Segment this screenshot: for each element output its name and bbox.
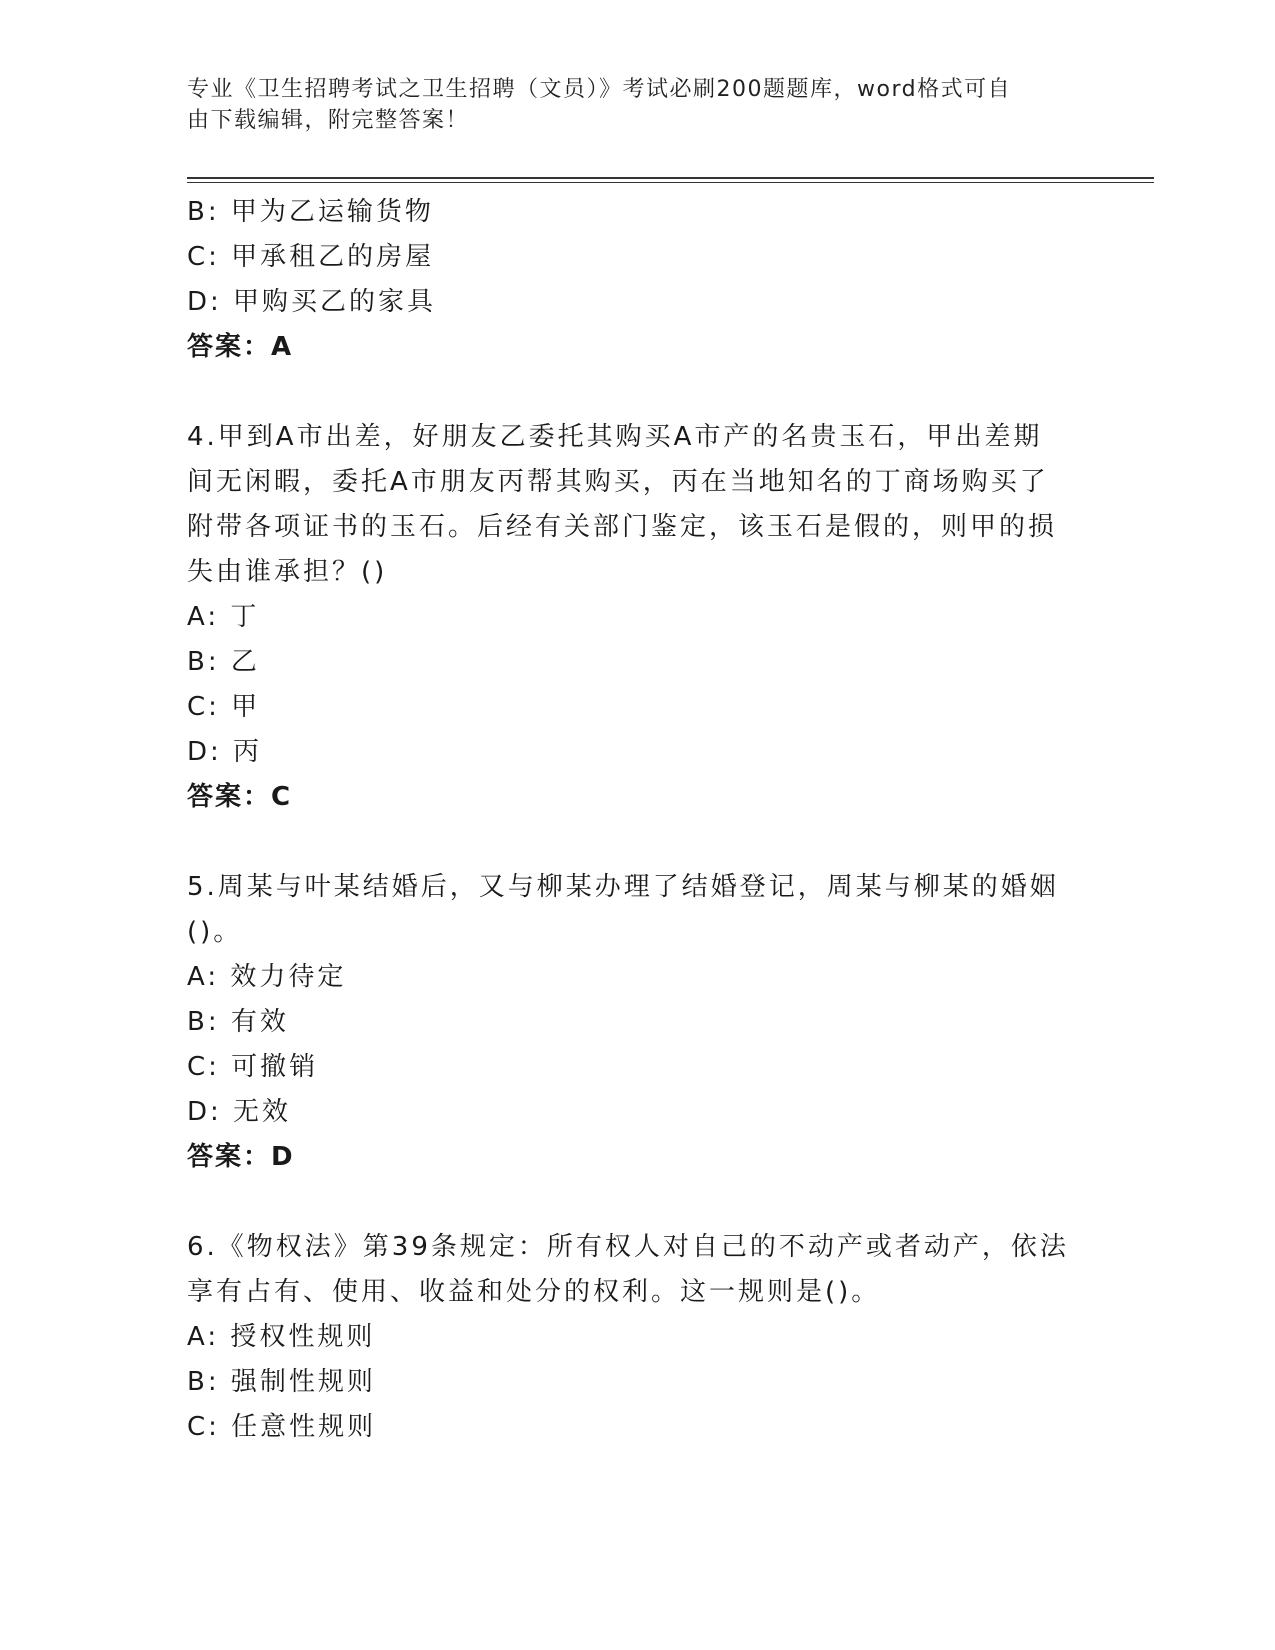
option-b: B: 乙 xyxy=(187,647,260,677)
answer: 答案：A xyxy=(187,332,294,362)
option-d: D: 甲购买乙的家具 xyxy=(187,287,437,317)
option-a: A: 丁 xyxy=(187,602,260,632)
option-c: C: 甲 xyxy=(187,692,261,722)
option-b: B: 强制性规则 xyxy=(187,1367,376,1397)
header-rule-thick xyxy=(187,177,1154,179)
option-c: C: 甲承租乙的房屋 xyxy=(187,242,435,272)
question-5 xyxy=(187,865,1087,1180)
question-list xyxy=(187,190,1087,1450)
option-a: A: 授权性规则 xyxy=(187,1322,376,1352)
question-stem: 附带各项证书的玉石。后经有关部门鉴定，该玉石是假的，则甲的损 xyxy=(187,512,1058,542)
question-stem: 失由谁承担？() xyxy=(187,557,388,587)
option-b: B: 甲为乙运输货物 xyxy=(187,197,434,227)
question-stem: 享有占有、使用、收益和处分的权利。这一规则是()。 xyxy=(187,1277,881,1307)
question-stem: 4.甲到A市出差，好朋友乙委托其购买A市产的名贵玉石，甲出差期 xyxy=(187,422,1043,452)
header-line-1: 专业《卫生招聘考试之卫生招聘（文员）》考试必刷200题题库，word格式可自 xyxy=(187,77,1012,102)
question-6 xyxy=(187,1225,1087,1450)
option-d: D: 无效 xyxy=(187,1097,292,1127)
question-4 xyxy=(187,415,1087,820)
question-stem: 间无闲暇，委托A市朋友丙帮其购买，丙在当地知名的丁商场购买了 xyxy=(187,467,1049,497)
header-rule-thin xyxy=(187,182,1154,183)
option-c: C: 可撤销 xyxy=(187,1052,319,1082)
header-line-2: 由下载编辑，附完整答案！ xyxy=(187,108,470,133)
answer: 答案：C xyxy=(187,782,293,812)
question-stem: 6.《物权法》第39条规定：所有权人对自己的不动产或者动产，依法 xyxy=(187,1232,1069,1262)
question-stem: ()。 xyxy=(187,917,243,947)
question-stem: 5.周某与叶某结婚后，又与柳某办理了结婚登记，周某与柳某的婚姻 xyxy=(187,872,1059,902)
option-b: B: 有效 xyxy=(187,1007,289,1037)
option-a: A: 效力待定 xyxy=(187,962,347,992)
document-header xyxy=(187,74,1057,136)
option-c: C: 任意性规则 xyxy=(187,1412,377,1442)
question-3-tail xyxy=(187,190,1087,370)
option-d: D: 丙 xyxy=(187,737,263,767)
answer: 答案：D xyxy=(187,1142,295,1172)
